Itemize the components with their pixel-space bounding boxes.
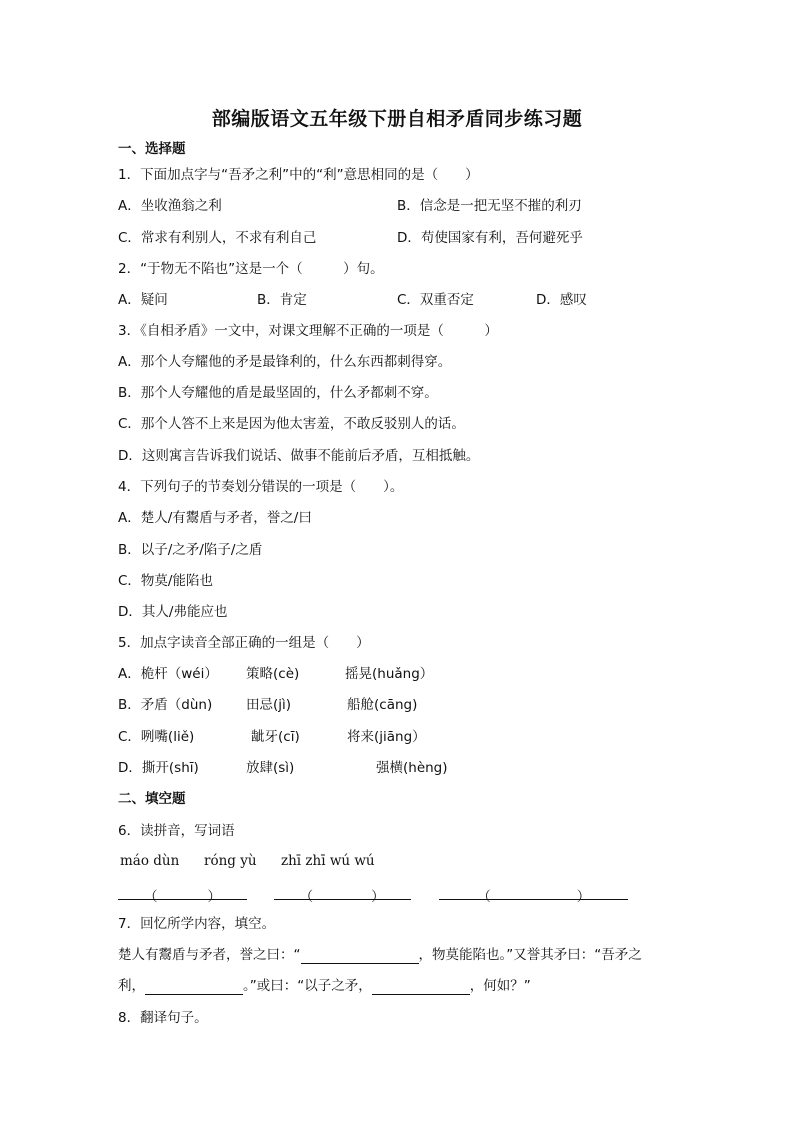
q7-text-1a: 楚人有鬻盾与矛者，誉之曰：“ bbox=[118, 947, 301, 963]
pinyin-1: máo dùn bbox=[120, 853, 180, 869]
question-1-stem: 1．下面加点字与“吾矛之利”中的“利”意思相同的是（ ） bbox=[118, 167, 479, 183]
question-1-option-b[interactable]: B．信念是一把无坚不摧的利刃 bbox=[397, 198, 582, 214]
question-5-option-d-word-2: 放肆(sì) bbox=[246, 760, 295, 776]
question-7-line-2 bbox=[118, 977, 531, 995]
question-7-line-1 bbox=[118, 946, 642, 964]
question-4-stem: 4．下列句子的节奏划分错误的一项是（ ）。 bbox=[118, 479, 404, 495]
question-5-option-a-word-2: 策略(cè) bbox=[246, 666, 300, 682]
question-6-stem: 6．读拼音，写词语 bbox=[118, 823, 235, 839]
question-8-stem: 8．翻译句子。 bbox=[118, 1010, 208, 1026]
section-heading-choice: 一、选择题 bbox=[118, 141, 186, 157]
question-3-option-d[interactable]: D．这则寓言告诉我们说话、做事不能前后矛盾，互相抵触。 bbox=[118, 448, 480, 464]
question-1-option-c[interactable]: C．常求有利别人，不求有利自己 bbox=[118, 230, 317, 246]
question-5-option-b-word-2: 田忌(jì) bbox=[246, 697, 292, 713]
section-heading-fill: 二、填空题 bbox=[118, 791, 186, 807]
question-5-option-a[interactable]: A．桅杆（wéi） bbox=[118, 666, 218, 682]
question-2-option-b[interactable]: B．肯定 bbox=[257, 292, 307, 308]
question-5-option-b[interactable]: B．矛盾（dùn) bbox=[118, 697, 213, 713]
question-7-stem: 7．回忆所学内容，填空。 bbox=[118, 916, 276, 932]
q7-text-2b: 。”或曰：“以子之矛， bbox=[243, 978, 372, 994]
question-3-option-c[interactable]: C．那个人答不上来是因为他太害羞，不敢反驳别人的话。 bbox=[118, 416, 465, 432]
answer-blank-3[interactable]: （ ） bbox=[439, 884, 628, 900]
question-3-option-b[interactable]: B．那个人夸耀他的盾是最坚固的，什么矛都刺不穿。 bbox=[118, 385, 438, 401]
answer-blank-1[interactable]: （ ） bbox=[118, 884, 251, 900]
question-5-option-b-word-3: 船舱(cāng) bbox=[347, 697, 418, 713]
question-1-option-d[interactable]: D．苟使国家有利，吾何避死乎 bbox=[397, 230, 583, 246]
question-5-option-c[interactable]: C．咧嘴(liě) bbox=[118, 729, 195, 745]
question-4-option-d[interactable]: D．其人/弗能应也 bbox=[118, 604, 228, 620]
q7-blank-1[interactable] bbox=[301, 949, 419, 964]
question-4-option-c[interactable]: C．物莫/能陷也 bbox=[118, 573, 213, 589]
question-5-option-c-word-2: 龇牙(cī) bbox=[251, 729, 300, 745]
q7-blank-3[interactable] bbox=[372, 980, 470, 995]
question-5-option-d-word-3: 强横(hèng) bbox=[376, 760, 448, 776]
page-title: 部编版语文五年级下册自相矛盾同步练习题 bbox=[211, 108, 583, 130]
answer-blank-2[interactable]: （ ） bbox=[274, 884, 415, 900]
pinyin-answer-row bbox=[118, 884, 628, 905]
question-3-option-a[interactable]: A．那个人夸耀他的矛是最锋利的，什么东西都刺得穿。 bbox=[118, 354, 452, 370]
question-5-option-d[interactable]: D．撕开(shī) bbox=[118, 760, 199, 776]
question-4-option-a[interactable]: A．楚人/有鬻盾与矛者，誉之/曰 bbox=[118, 510, 312, 526]
question-1-option-a[interactable]: A．坐收渔翁之利 bbox=[118, 198, 222, 214]
question-2-stem: 2．“于物无不陷也”这是一个（ ）句。 bbox=[118, 261, 384, 277]
question-5-option-c-word-3: 将来(jiāng） bbox=[347, 729, 426, 745]
question-5-option-a-word-3: 摇晃(huǎng） bbox=[345, 666, 434, 682]
q7-blank-2[interactable] bbox=[145, 980, 243, 995]
question-5-stem: 5．加点字读音全部正确的一组是（ ） bbox=[118, 635, 370, 651]
q7-text-1b: ，物莫能陷也。”又誉其矛曰：“吾矛之 bbox=[418, 947, 642, 963]
question-3-stem: 3．《自相矛盾》一文中，对课文理解不正确的一项是（ ） bbox=[118, 323, 498, 339]
q7-text-2c: ，何如？” bbox=[469, 978, 531, 994]
question-2-option-c[interactable]: C．双重否定 bbox=[397, 292, 474, 308]
question-2-option-d[interactable]: D．感叹 bbox=[536, 292, 587, 308]
pinyin-3: zhī zhī wú wú bbox=[281, 853, 375, 869]
q7-text-2a: 利， bbox=[118, 978, 145, 994]
question-2-option-a[interactable]: A．疑问 bbox=[118, 292, 168, 308]
question-4-option-b[interactable]: B．以子/之矛/陷子/之盾 bbox=[118, 542, 263, 558]
pinyin-2: róng yù bbox=[204, 853, 257, 869]
